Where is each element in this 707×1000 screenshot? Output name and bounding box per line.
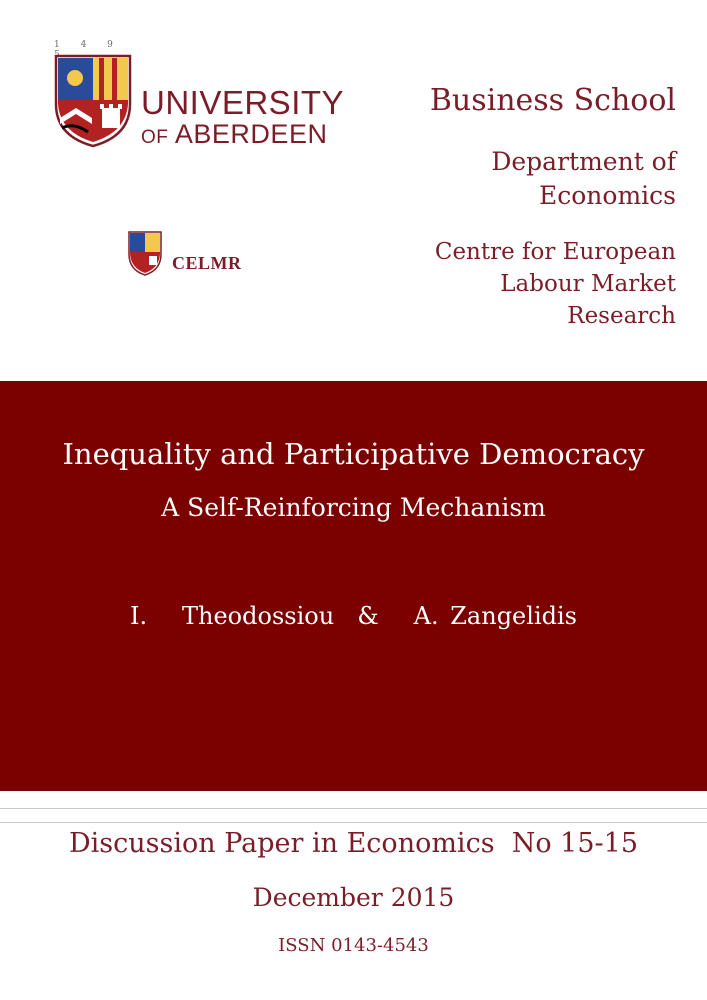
divider-bottom [0,822,707,823]
university-of: OF [141,127,169,148]
crest-year: 1 4 9 [54,40,122,50]
celmr-logo-text: CELMR [172,253,242,273]
university-aberdeen: ABERDEEN [174,119,328,149]
business-school-label: Business School [429,83,676,118]
centre-line2: Labour Market [500,271,676,297]
divider-top [0,808,707,809]
celmr-crest-logo [127,222,163,276]
centre-line1: Centre for European [434,239,676,265]
centre-label [396,236,676,332]
university-wordmark [141,86,344,153]
paper-title: Inequality and Participative Democracy [62,437,645,471]
discussion-paper-label: Discussion Paper in Economics No 15-15 [68,828,639,859]
department-label [396,145,676,213]
department-line1: Department of [491,147,676,176]
university-line1: UNIVERSITY [141,84,345,121]
university-line2 [141,119,344,153]
department-line2: Economics [539,181,676,210]
paper-authors: I. Theodossiou & A. Zangelidis [130,602,577,630]
paper-subtitle: A Self-Reinforcing Mechanism [161,493,546,522]
university-crest-logo [54,52,132,148]
publication-date: December 2015 [252,883,455,912]
issn-label: ISSN 0143-4543 [278,935,429,956]
centre-line3: Research [567,303,676,329]
